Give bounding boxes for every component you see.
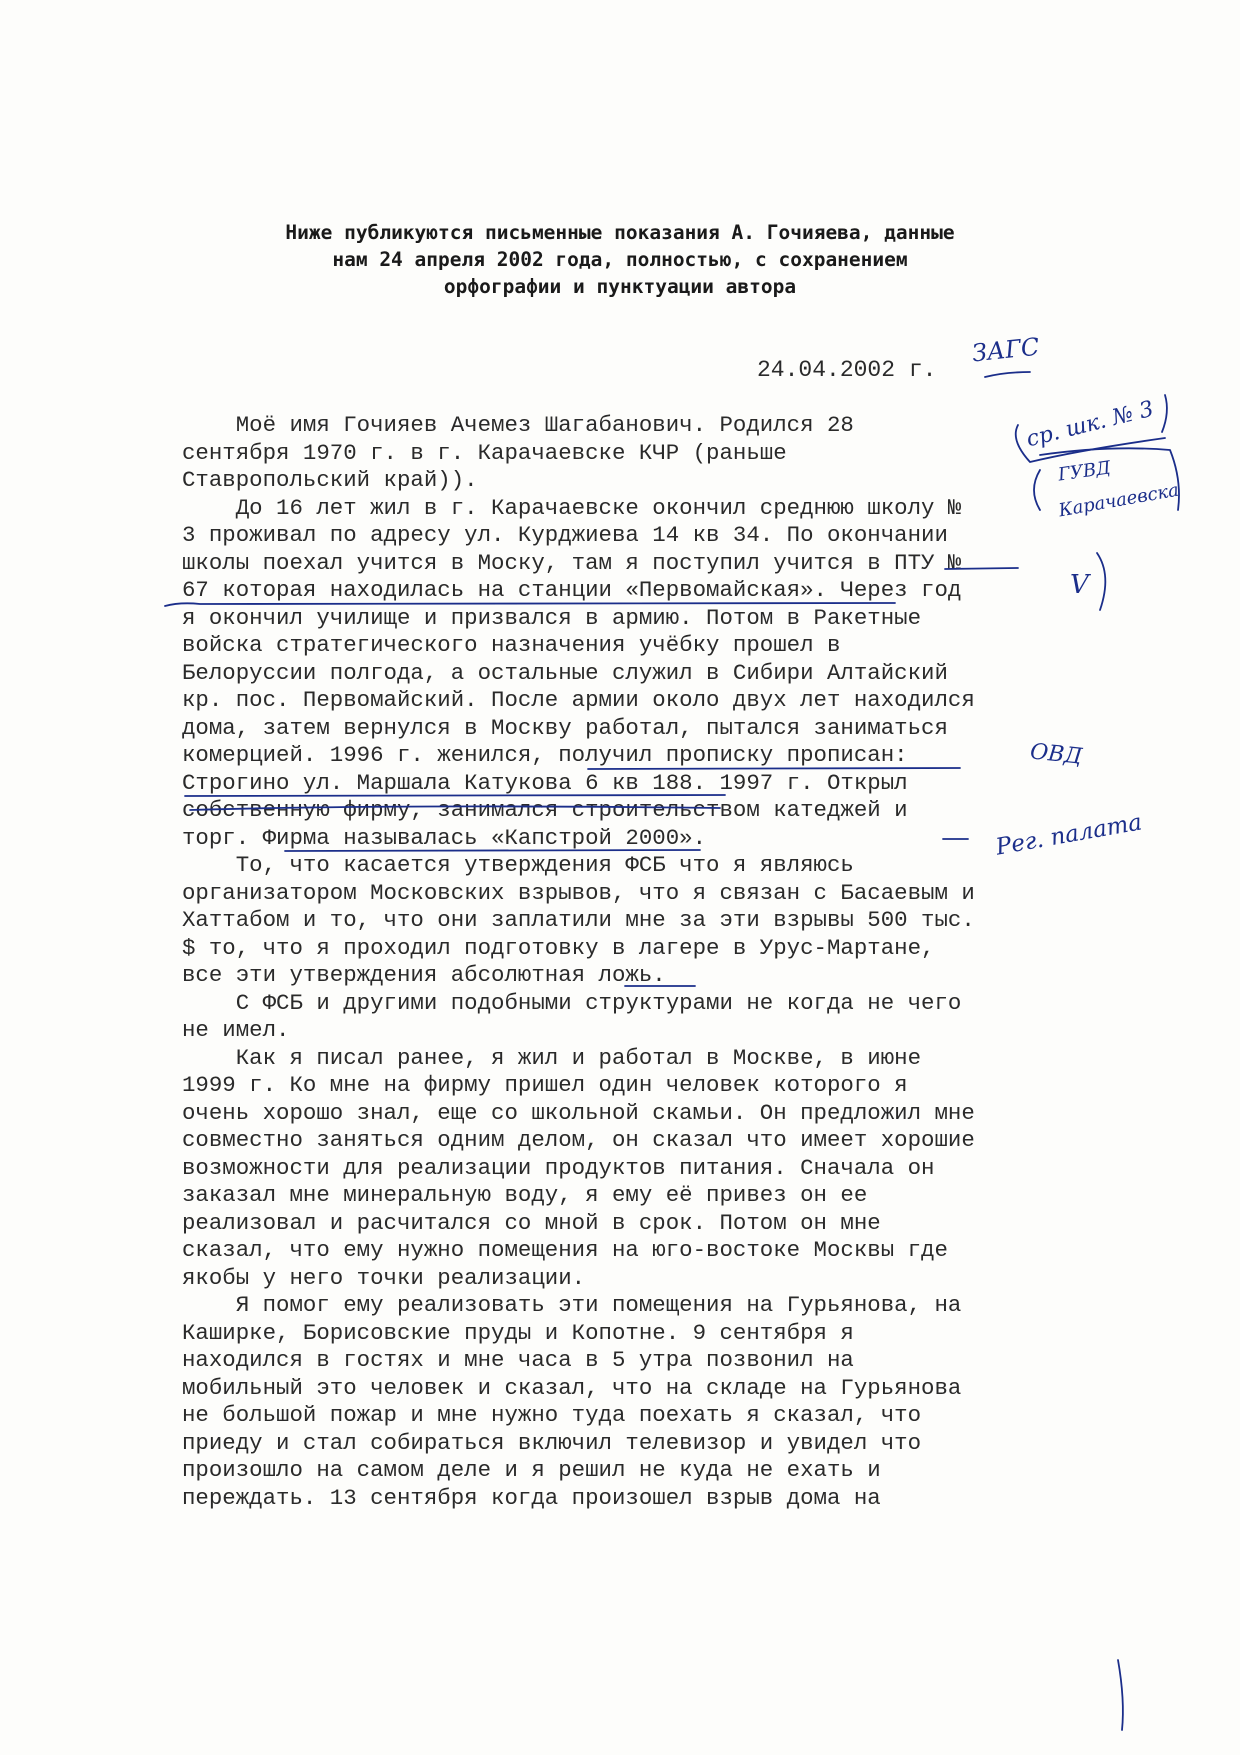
document-date: 24.04.2002 г.	[757, 357, 937, 383]
note-v: V	[1070, 570, 1089, 600]
body-line: находился в гостях и мне часа в 5 утра позвонил на	[182, 1347, 854, 1373]
body-line: Каширке, Борисовские пруды и Копотне. 9 сентября я	[182, 1319, 854, 1346]
underline-ptu	[945, 568, 1018, 569]
body-line: Хаттабом и то, что они заплатили мне за эти взрывы 500 тыс.	[182, 907, 975, 933]
underline-firm	[190, 806, 720, 810]
body-line: дома, затем вернулся в Москву работал, пытался заниматься	[182, 714, 948, 741]
body-line: совместно заняться одним делом, он сказал что имеет хорошие	[182, 1127, 975, 1153]
body-line: приеду и стал собираться включил телевизор и увидел что	[182, 1429, 922, 1456]
body-line: Как я писал ранее, я жил и работал в Москве, в июне	[182, 1044, 922, 1071]
body-line: не большой пожар и мне нужно туда поехать я сказал, что	[182, 1402, 922, 1428]
body-line: торг. Фирма называлась «Капстрой 2000».	[182, 824, 707, 851]
school-note-box-right	[1162, 395, 1167, 432]
page-edge-mark	[1118, 1660, 1123, 1730]
body-line: 1999 г. Ко мне на фирму пришел один человек которого я	[182, 1072, 908, 1098]
note-school: ср. шк. № 3	[1023, 396, 1157, 453]
note-karachaevsk: Карачаевска	[1057, 479, 1181, 522]
body-line: возможности для реализации продуктов питания. Сначала он	[182, 1154, 935, 1181]
body-line: Моё имя Гочияев Ачемез Шагабанович. Родился 28	[182, 412, 854, 438]
underline-kapstroy	[285, 850, 700, 851]
guvd-note-bracket	[1034, 470, 1040, 510]
guvd-note-box	[1040, 448, 1179, 510]
body-line: все эти утверждения абсолютная ложь.	[182, 962, 666, 988]
body-line: Я помог ему реализовать эти помещения на Гурьянова, на	[182, 1292, 962, 1318]
body-line: якобы у него точки реализации.	[182, 1264, 586, 1291]
body-line: комерцией. 1996 г. женился, получил прописку прописан:	[182, 742, 908, 768]
body-line: организатором Московских взрывов, что я связан с Басаевым и	[182, 879, 975, 906]
body-line: сказал, что ему нужно помещения на юго-востоке Москвы где	[182, 1237, 948, 1263]
body-line: переждать. 13 сентября когда произошел взрыв дома на	[182, 1484, 881, 1511]
body-line: То, что касается утверждения ФСБ что я являюсь	[182, 852, 854, 878]
body-line: мобильный это человек и сказал, что на складе на Гурьянова	[182, 1374, 962, 1401]
underline-pervomaiskaya	[165, 603, 895, 606]
zags-underline-stroke	[985, 372, 1030, 377]
body-line: собственную фирму, занимался строительством катеджей и	[182, 797, 908, 823]
body-line: заказал мне минеральную воду, я ему её привез он ее	[182, 1182, 868, 1208]
body-line: Белоруссии полгода, а остальные служил в Сибири Алтайский	[182, 659, 948, 686]
body-line: я окончил училище и призвался в армию. Потом в Ракетные	[182, 604, 922, 631]
body-line: 67 которая находилась на станции «Первомайская». Через год	[182, 577, 962, 603]
note-guvd: ГУВД	[1056, 457, 1113, 486]
body-line: сентября 1970 г. в г. Карачаевске КЧР (раньше	[182, 439, 787, 466]
note-zags: ЗАГС	[970, 332, 1041, 368]
body-line: произошло на самом деле и я решил не куда не ехать и	[182, 1457, 881, 1483]
underline-propiska	[588, 768, 960, 769]
body-line: очень хорошо знал, еще со школьной скамьи. Он предложил мне	[182, 1099, 975, 1126]
school-note-bracket	[1016, 425, 1165, 462]
underline-katukova	[185, 795, 725, 796]
body-line: школы поехал учится в Моску, там я поступил учится в ПТУ №	[182, 549, 962, 576]
body-line: кр. пос. Первомайский. После армии около двух лет находился	[182, 687, 975, 713]
body-line: Ставропольский край)).	[182, 467, 478, 493]
v-note-paren	[1097, 553, 1105, 610]
heading-line-2: нам 24 апреля 2002 года, полностью, с сохранением	[332, 248, 908, 271]
body-line: не имел.	[182, 1017, 290, 1043]
body-line: войска стратегического назначения учёбку прошел в	[182, 632, 841, 658]
body-line: 3 проживал по адресу ул. Курджиева 14 кв 34. По окончании	[182, 522, 948, 548]
body-line: До 16 лет жил в г. Карачаевске окончил среднюю школу №	[182, 494, 962, 521]
heading-line-3: орфографии и пунктуации автора	[443, 275, 797, 298]
body-line: Строгино ул. Маршала Катукова 6 кв 188. 1997 г. Открыл	[182, 769, 908, 796]
body-line: $ то, что я проходил подготовку в лагере в Урус-Мартане,	[182, 934, 935, 961]
body-line: С ФСБ и другими подобными структурами не когда не чего	[182, 989, 962, 1016]
heading-line-1: Ниже публикуются письменные показания А. Гочияева, данные	[285, 221, 955, 244]
note-reg-palata: Рег. палата	[993, 809, 1144, 861]
body-line: реализовал и расчитался со мной в срок. Потом он мне	[182, 1209, 881, 1236]
note-ovd: ОВД	[1028, 739, 1084, 770]
